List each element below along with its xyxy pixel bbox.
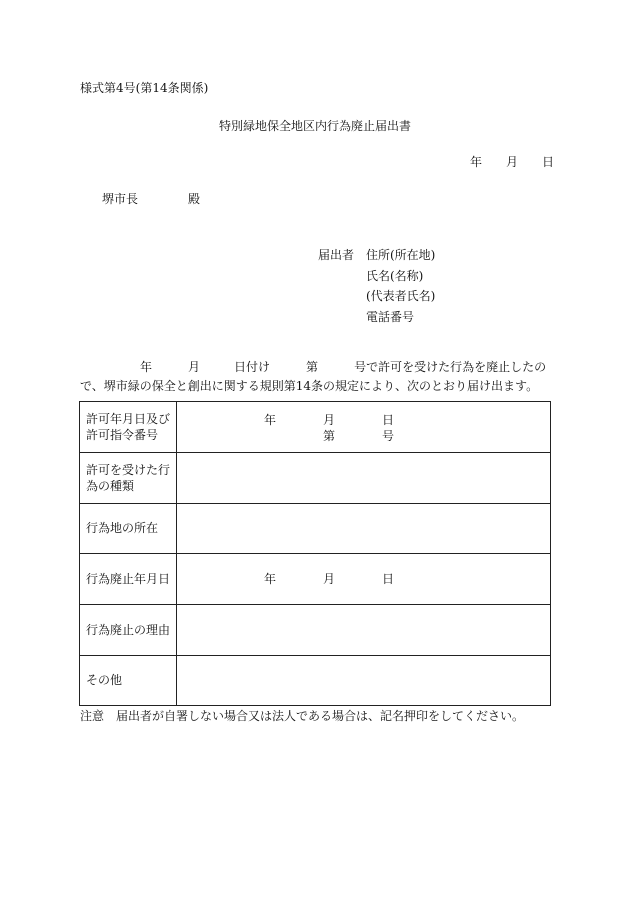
body-month-unit: 月 (188, 360, 201, 374)
permission-month-unit: 月 (323, 413, 336, 427)
permission-number-prefix: 第 (323, 429, 336, 443)
body-number-prefix: 第 (306, 360, 319, 374)
notifier-phone-label: 電話番号 (366, 309, 415, 324)
table-row (80, 453, 551, 504)
notifier-name-label: 氏名(名称) (366, 268, 424, 283)
recipient-honorific: 殿 (188, 192, 201, 206)
row-label-abolition-date: 行為廃止年月日 (80, 554, 177, 605)
permission-number-suffix: 号 (382, 429, 395, 443)
row-value-action-type[interactable] (177, 453, 551, 504)
abolition-day-unit: 日 (382, 572, 395, 586)
table-row (80, 402, 551, 453)
row-value-action-location[interactable] (177, 503, 551, 554)
notifier-address-label: 住所(所在地) (366, 248, 436, 262)
table-row (80, 503, 551, 554)
recipient (102, 192, 200, 206)
body-date-suffix: 日付け (234, 360, 271, 374)
date-month-unit: 月 (506, 155, 519, 169)
notifier-label: 届出者 (318, 248, 355, 262)
body-year-unit: 年 (140, 360, 153, 374)
row-value-abolition-date[interactable] (177, 554, 551, 605)
row-label-action-type: 許可を受けた行為の種類 (80, 453, 177, 504)
body-text-line1 (80, 360, 546, 374)
row-label-action-location: 行為地の所在 (80, 503, 177, 554)
row-value-other[interactable] (177, 655, 551, 706)
recipient-name: 堺市長 (102, 192, 139, 206)
document-title: 特別緑地保全地区内行為廃止届出書 (218, 119, 411, 133)
date-day-unit: 日 (542, 155, 555, 169)
submission-date (470, 155, 554, 169)
row-label-permission-date: 許可年月日及び許可指令番号 (80, 402, 177, 453)
table-row (80, 605, 551, 656)
table-row (80, 554, 551, 605)
abolition-year-unit: 年 (264, 572, 277, 586)
row-value-abolition-reason[interactable] (177, 605, 551, 656)
permission-year-unit: 年 (264, 413, 277, 427)
date-year-unit: 年 (470, 155, 483, 169)
abolition-month-unit: 月 (323, 572, 336, 586)
signature-note: 注意 届出者が自署しない場合又は法人である場合は、記名押印をしてください。 (80, 709, 525, 723)
row-label-other: その他 (80, 655, 177, 706)
body-text-line2: で、堺市緑の保全と創出に関する規則第14条の規定により、次のとおり届け出ます。 (80, 379, 539, 393)
body-permission-text: 号で許可を受けた行為を廃止したの (354, 360, 547, 374)
notifier-representative-label: (代表者氏名) (366, 289, 436, 303)
notifier-fields (366, 248, 435, 330)
row-value-permission-date[interactable] (177, 402, 551, 453)
permission-day-unit: 日 (382, 413, 395, 427)
row-label-abolition-reason: 行為廃止の理由 (80, 605, 177, 656)
table-row (80, 655, 551, 706)
notification-table (79, 401, 551, 706)
form-number: 様式第4号(第14条関係) (80, 81, 209, 95)
